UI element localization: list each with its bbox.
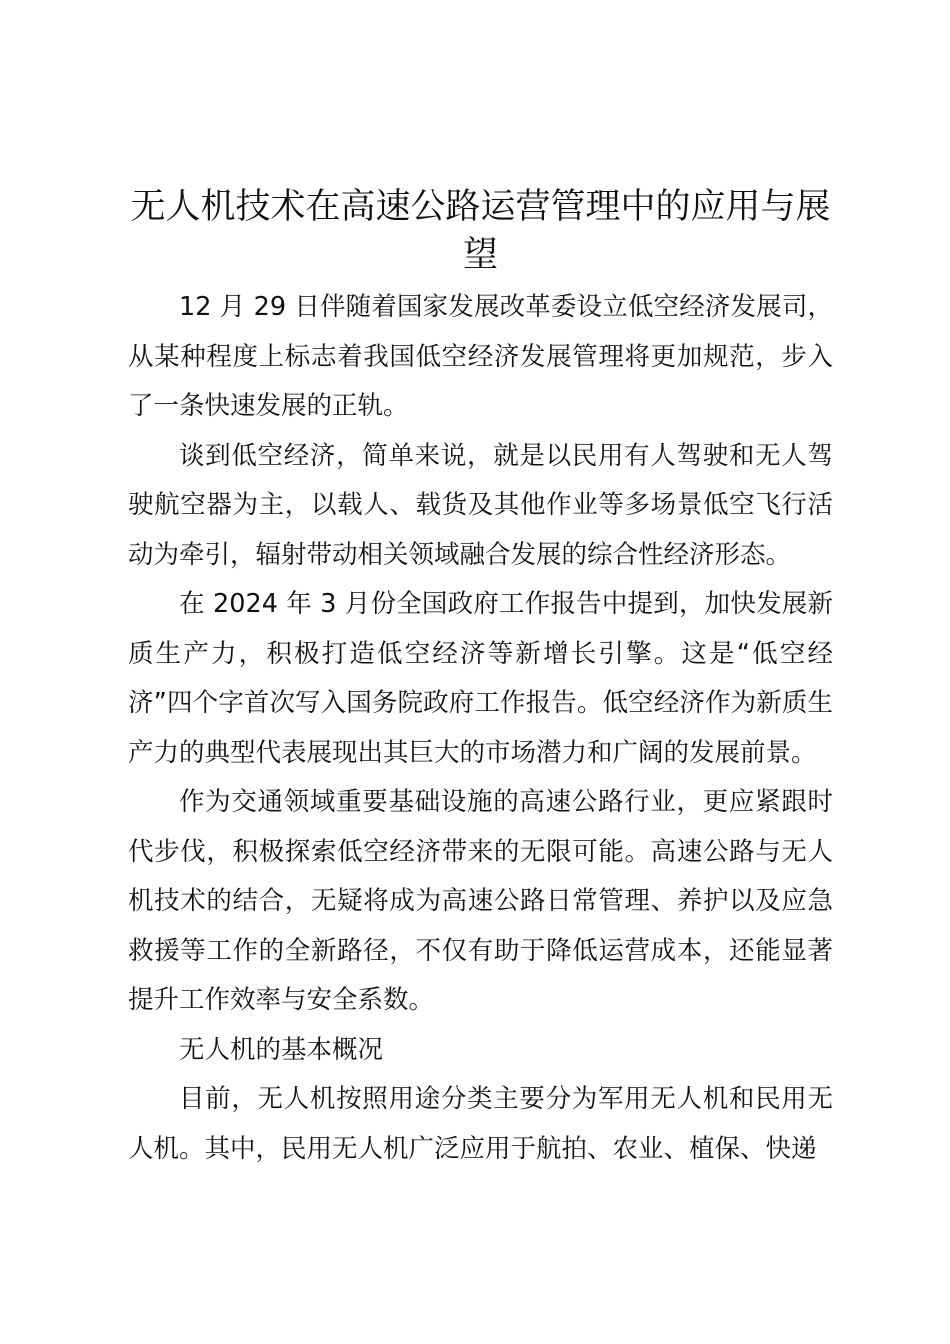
document-title: 无人机技术在高速公路运营管理中的应用与展望 [130, 187, 831, 275]
paragraph-4: 作为交通领域重要基础设施的高速公路行业，更应紧跟时代步伐，积极探索低空经济带来的无限可能。高速公路与无人机技术的结合，无疑将成为高速公路日常管理、养护以及应急救援等工作的全新路径，不仅有助于降低运营成本，还能显著提升工作效率与安全系数。 [128, 787, 833, 1015]
paragraph-2: 谈到低空经济，简单来说，就是以民用有人驾驶和无人驾驶航空器为主，以载人、载货及其他作业等多场景低空飞行活动为牵引，辐射带动相关领域融合发展的综合性经济形态。 [128, 440, 833, 570]
section-heading: 无人机的基本概况 [179, 1034, 384, 1065]
paragraph-1: 12 月 29 日伴随着国家发展改革委设立低空经济发展司，从某种程度上标志着我国低空经济发展管理将更加规范，步入了一条快速发展的正轨。 [128, 292, 833, 421]
paragraph-3: 在 2024 年 3 月份全国政府工作报告中提到，加快发展新质生产力，积极打造低空经济等新增长引擎。这是“低空经济”四个字首次写入国务院政府工作报告。低空经济作为新质生产力的典型代表展现出其巨大的市场潜力和广阔的发展前景。 [128, 589, 833, 768]
section-paragraph: 目前，无人机按照用途分类主要分为军用无人机和民用无人机。其中，民用无人机广泛应用于航拍、农业、植保、快递 [128, 1084, 833, 1164]
document-body [128, 183, 833, 1174]
